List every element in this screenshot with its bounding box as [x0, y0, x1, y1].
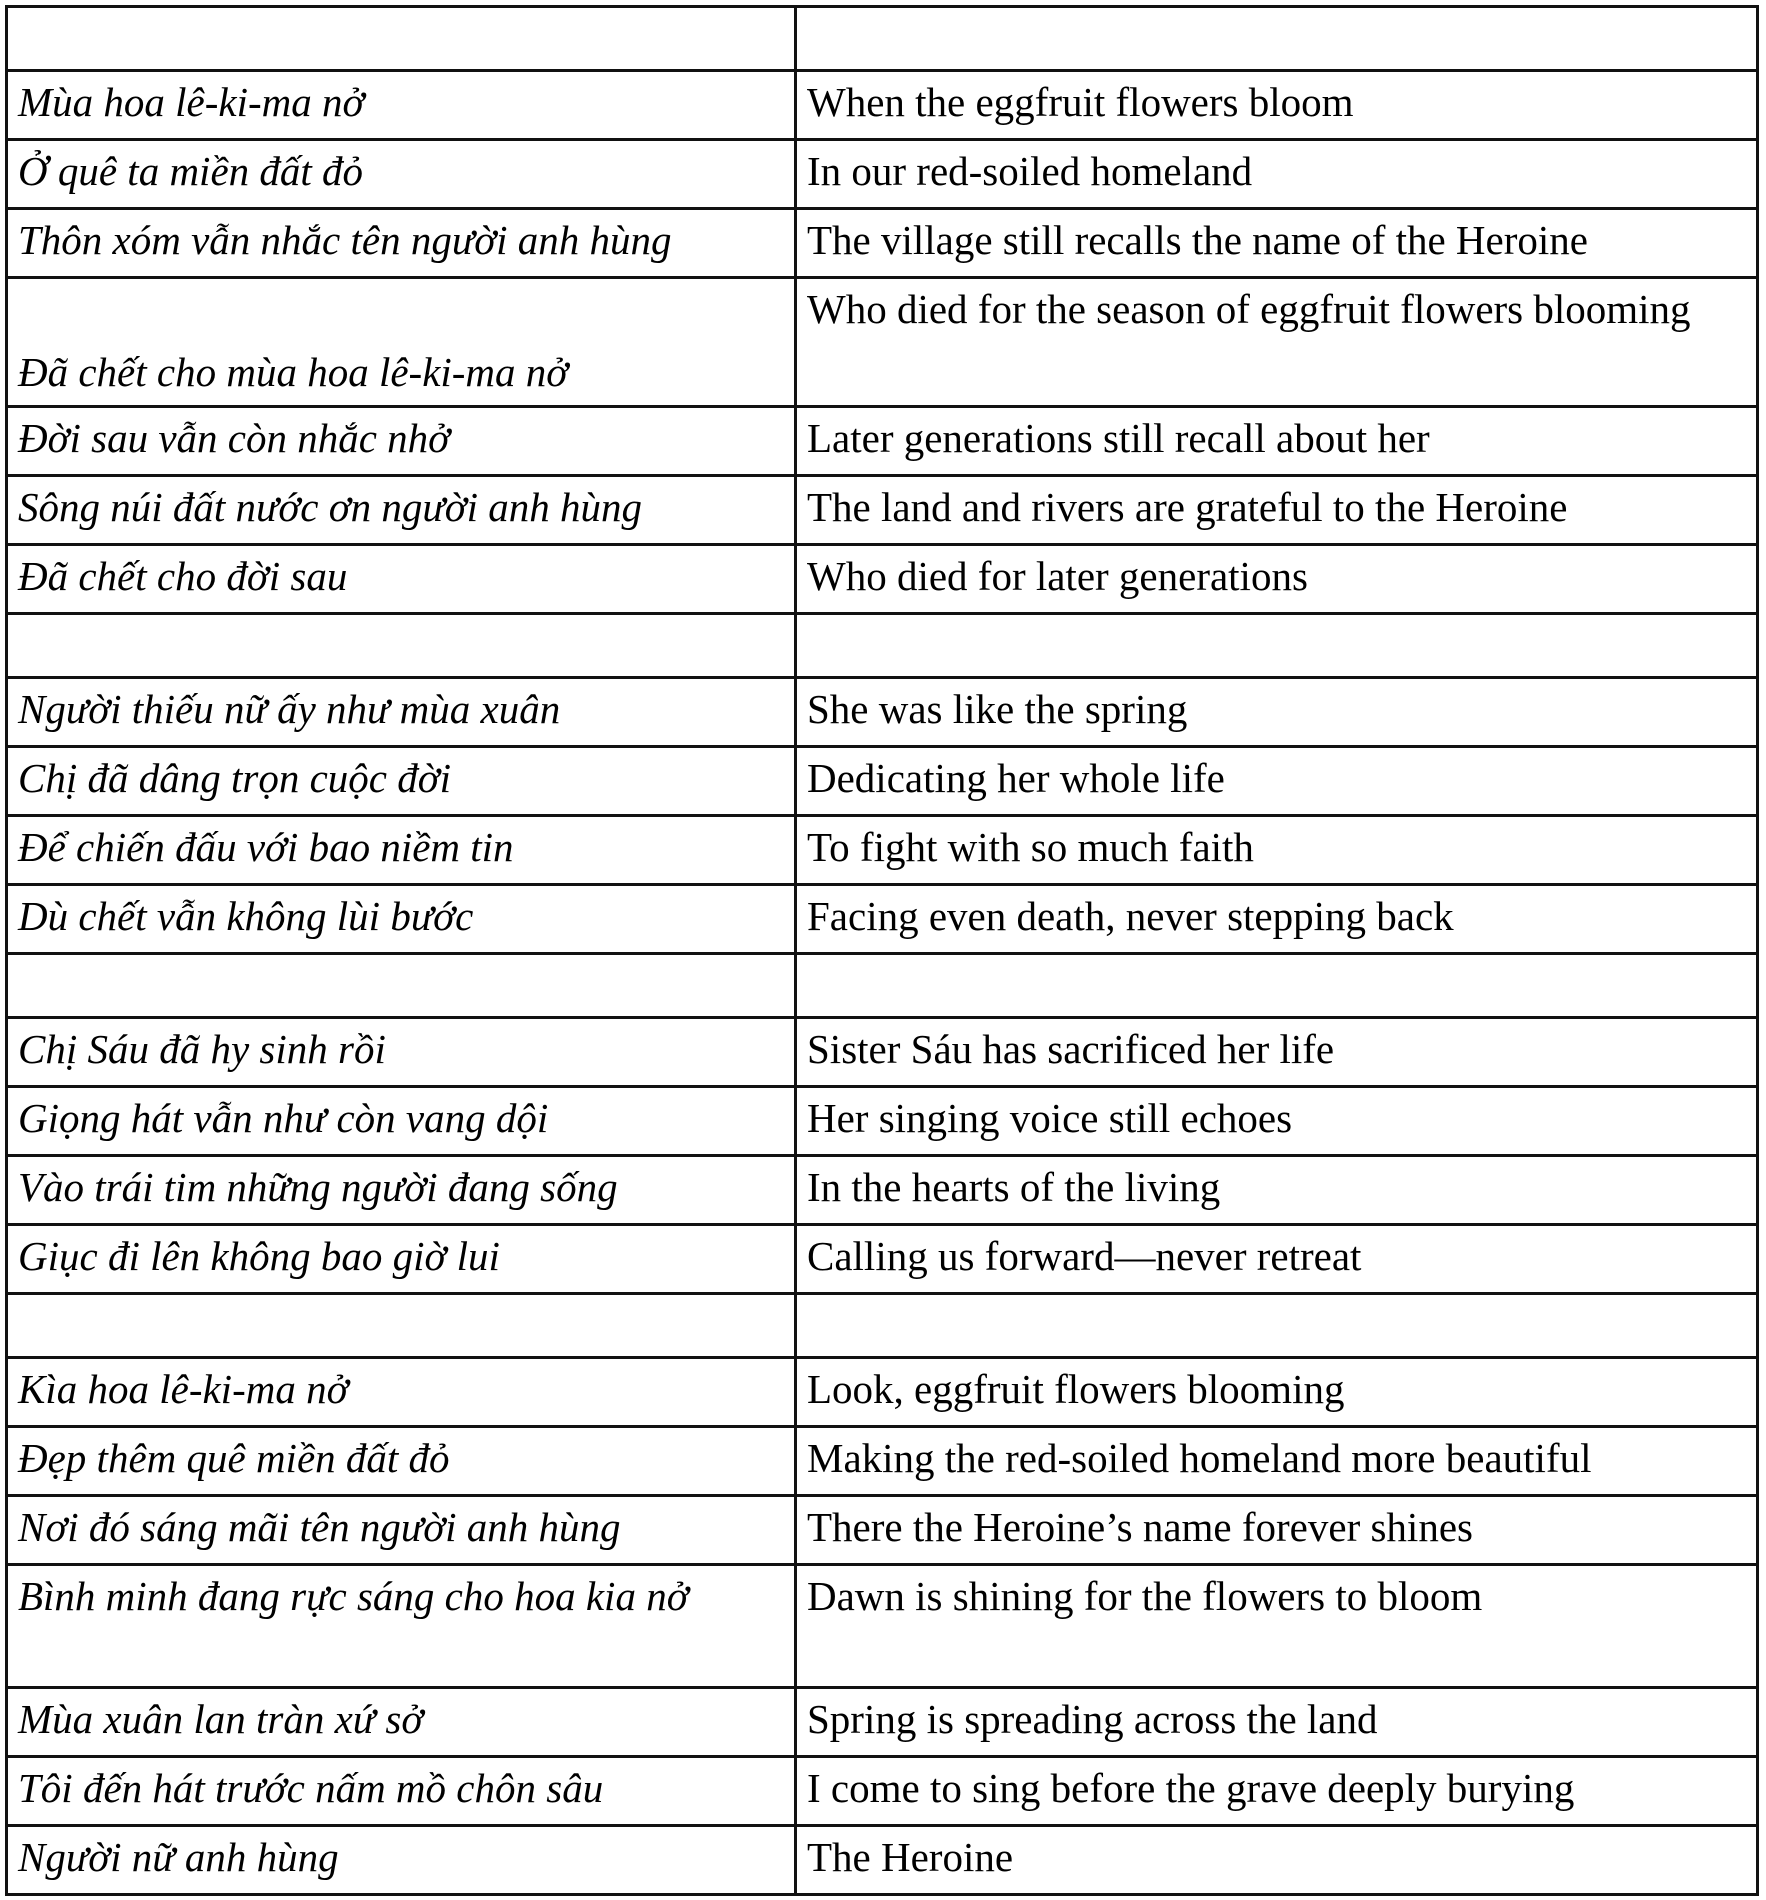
table-row: [7, 140, 1758, 209]
english-translation-cell: In our red-soiled homeland: [796, 140, 1758, 209]
vietnamese-lyric-cell: Mùa hoa lê-ki-ma nở: [7, 71, 796, 140]
english-translation-cell: Later generations still recall about her: [796, 407, 1758, 476]
table-row: [7, 1087, 1758, 1156]
english-translation-cell: Calling us forward—never retreat: [796, 1225, 1758, 1294]
table-row: [7, 1358, 1758, 1427]
english-translation-cell: [796, 614, 1758, 678]
english-translation-cell: [796, 954, 1758, 1018]
vietnamese-lyric-cell: Để chiến đấu với bao niềm tin: [7, 816, 796, 885]
vietnamese-lyric-cell: Vào trái tim những người đang sống: [7, 1156, 796, 1225]
english-translation-cell: Dawn is shining for the flowers to bloom: [796, 1565, 1758, 1688]
vietnamese-lyric-cell: Chị Sáu đã hy sinh rồi: [7, 1018, 796, 1087]
table-row: [7, 816, 1758, 885]
spacer-row: [7, 7, 1758, 71]
vietnamese-lyric-cell: Sông núi đất nước ơn người anh hùng: [7, 476, 796, 545]
vietnamese-lyric-cell: Giọng hát vẫn như còn vang dội: [7, 1087, 796, 1156]
english-translation-cell: [796, 1294, 1758, 1358]
english-translation-cell: Making the red-soiled homeland more beautiful: [796, 1427, 1758, 1496]
english-translation-cell: In the hearts of the living: [796, 1156, 1758, 1225]
table-row: [7, 476, 1758, 545]
vietnamese-lyric-cell: Mùa xuân lan tràn xứ sở: [7, 1688, 796, 1757]
vietnamese-lyric-cell: Đã chết cho đời sau: [7, 545, 796, 614]
table-row: [7, 1757, 1758, 1826]
english-translation-cell: Spring is spreading across the land: [796, 1688, 1758, 1757]
vietnamese-lyric-cell: [7, 7, 796, 71]
table-row: [7, 885, 1758, 954]
english-translation-cell: She was like the spring: [796, 678, 1758, 747]
table-row: [7, 1826, 1758, 1895]
english-translation-cell: I come to sing before the grave deeply burying: [796, 1757, 1758, 1826]
english-translation-cell: Facing even death, never stepping back: [796, 885, 1758, 954]
vietnamese-lyric-cell: Nơi đó sáng mãi tên người anh hùng: [7, 1496, 796, 1565]
english-translation-cell: There the Heroine’s name forever shines: [796, 1496, 1758, 1565]
table-row: [7, 545, 1758, 614]
table-row: [7, 678, 1758, 747]
table-row: [7, 1565, 1758, 1688]
english-translation-cell: The land and rivers are grateful to the Heroine: [796, 476, 1758, 545]
vietnamese-lyric-cell: [7, 954, 796, 1018]
vietnamese-lyric-cell: Ở quê ta miền đất đỏ: [7, 140, 796, 209]
english-translation-cell: Sister Sáu has sacrificed her life: [796, 1018, 1758, 1087]
english-translation-cell: Dedicating her whole life: [796, 747, 1758, 816]
english-translation-cell: Who died for the season of eggfruit flowers blooming: [796, 278, 1758, 407]
english-translation-cell: Who died for later generations: [796, 545, 1758, 614]
english-translation-cell: Look, eggfruit flowers blooming: [796, 1358, 1758, 1427]
vietnamese-lyric-cell: Đẹp thêm quê miền đất đỏ: [7, 1427, 796, 1496]
vietnamese-lyric-cell: Người nữ anh hùng: [7, 1826, 796, 1895]
vietnamese-lyric-cell: Chị đã dâng trọn cuộc đời: [7, 747, 796, 816]
vietnamese-lyric-cell: Dù chết vẫn không lùi bước: [7, 885, 796, 954]
vietnamese-lyric-cell: [7, 1294, 796, 1358]
table-row: [7, 1427, 1758, 1496]
table-row: [7, 1496, 1758, 1565]
english-translation-cell: When the eggfruit flowers bloom: [796, 71, 1758, 140]
english-translation-cell: The village still recalls the name of the Heroine: [796, 209, 1758, 278]
vietnamese-lyric-cell: Tôi đến hát trước nấm mồ chôn sâu: [7, 1757, 796, 1826]
lyrics-translation-table: [5, 5, 1759, 1896]
vietnamese-lyric-cell: Thôn xóm vẫn nhắc tên người anh hùng: [7, 209, 796, 278]
vietnamese-lyric-cell: Đời sau vẫn còn nhắc nhở: [7, 407, 796, 476]
spacer-row: [7, 614, 1758, 678]
table-row: [7, 1018, 1758, 1087]
vietnamese-lyric-cell: Giục đi lên không bao giờ lui: [7, 1225, 796, 1294]
english-translation-cell: To fight with so much faith: [796, 816, 1758, 885]
english-translation-cell: Her singing voice still echoes: [796, 1087, 1758, 1156]
table-row: [7, 278, 1758, 407]
english-translation-cell: The Heroine: [796, 1826, 1758, 1895]
vietnamese-lyric-cell: Người thiếu nữ ấy như mùa xuân: [7, 678, 796, 747]
spacer-row: [7, 1294, 1758, 1358]
table-row: [7, 1156, 1758, 1225]
table-row: [7, 71, 1758, 140]
table-row: [7, 1225, 1758, 1294]
table-row: [7, 747, 1758, 816]
spacer-row: [7, 954, 1758, 1018]
table-row: [7, 209, 1758, 278]
table-row: [7, 1688, 1758, 1757]
vietnamese-lyric-cell: Đã chết cho mùa hoa lê-ki-ma nở: [7, 278, 796, 407]
vietnamese-lyric-cell: Kìa hoa lê-ki-ma nở: [7, 1358, 796, 1427]
english-translation-cell: [796, 7, 1758, 71]
vietnamese-lyric-cell: [7, 614, 796, 678]
table-row: [7, 407, 1758, 476]
vietnamese-lyric-cell: Bình minh đang rực sáng cho hoa kia nở: [7, 1565, 796, 1688]
